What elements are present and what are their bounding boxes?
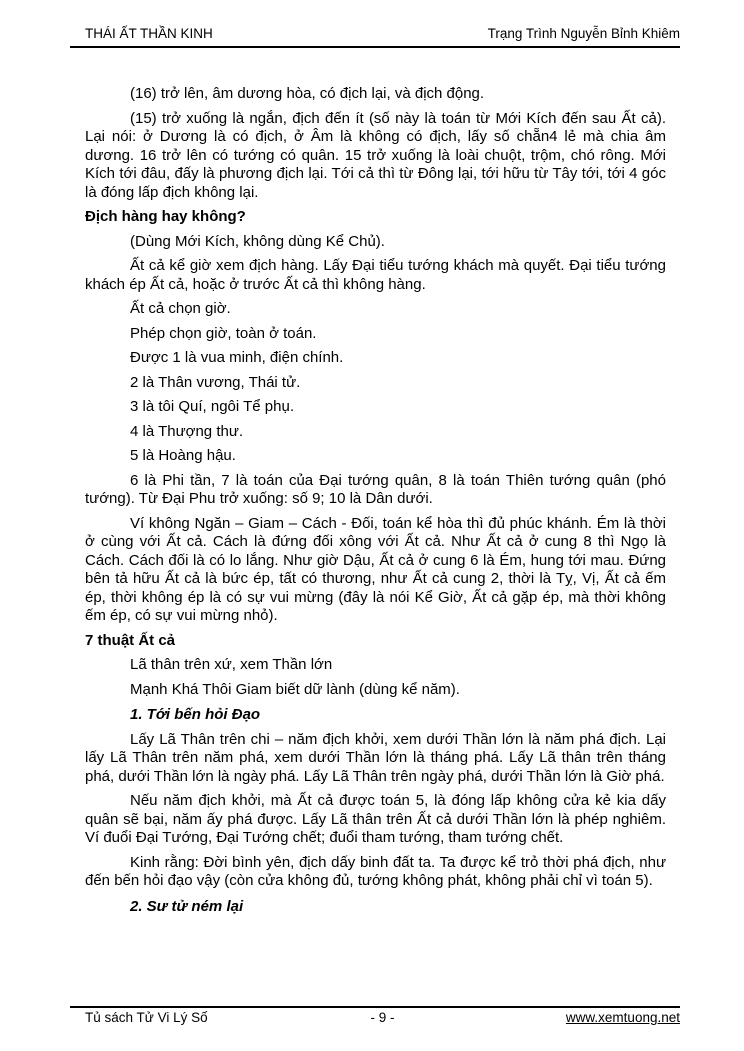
section-heading: Địch hàng hay không? <box>85 208 246 225</box>
header-book-title: THÁI ẤT THẦN KINH <box>85 26 213 41</box>
paragraph: Ví không Ngăn – Giam – Cách - Đối, toán kể hòa thì đủ phúc khánh. Ém là thời ở cùng với Ất cả. Cách là đứng đối xông với Ất cả. Như Ất cả ở cung 8 thì Ngọ là Cách. Cách đối là có lo lắng. Như giờ Dậu, Ất cả ở cung 6 là Ém, hung tới mau. Đứng bên tả hữu Ất cả là bức ép, tất có thương, như Ất cả cung 2, thời là Tỵ, Vị, Ất cả ếm ép, thời không ép là có sự vui mừng (đây là nói Kể Giờ, Ất cả gặp ép, mà thời không ếm ép, có sự vui mừng nhỏ). <box>85 514 666 624</box>
footer-series-title: Tủ sách Tử Vi Lý Số <box>85 1010 208 1025</box>
section-heading: 2. Sư tử ném lại <box>130 897 244 915</box>
paragraph: 3 là tôi Quí, ngôi Tể phụ. <box>130 398 294 415</box>
paragraph: Ất cả chọn giờ. <box>130 300 231 317</box>
header-rule <box>70 46 680 48</box>
paragraph: Kinh rằng: Đời bình yên, địch dấy binh đất ta. Ta được kể trỏ thời phá địch, như đến bến hỏi đạo vậy (còn cửa không đủ, tướng không phát, không phải chỉ vì toán 5). <box>85 853 666 889</box>
header-author: Trạng Trình Nguyễn Bỉnh Khiêm <box>487 26 680 41</box>
paragraph: Lã thân trên xứ, xem Thần lớn <box>130 656 333 673</box>
paragraph: Được 1 là vua minh, điện chính. <box>130 349 344 366</box>
paragraph: Ất cả kể giờ xem địch hàng. Lấy Đại tiểu tướng khách mà quyết. Đại tiểu tướng khách ép Ất cả, hoặc ở trước Ất cả thì không hàng. <box>85 257 666 293</box>
page-footer <box>85 1010 680 1026</box>
page-body <box>85 85 666 922</box>
paragraph: 4 là Thượng thư. <box>130 422 244 440</box>
paragraph: Lấy Lã Thân trên chi – năm địch khởi, xem dưới Thần lớn là năm phá địch. Lại lấy Lã Thân trên năm phá, xem dưới Thần lớn là tháng phá. Lấy Lã thân trên tháng phá, dưới Thần lớn là ngày phá. Lấy Lã Thân trên ngày phá, dưới Thần lớn là Giờ phá. <box>85 730 666 785</box>
section-heading: 7 thuật Ất cả <box>85 631 176 649</box>
paragraph: (Dùng Mới Kích, không dùng Kể Chủ). <box>130 232 385 250</box>
paragraph: 6 là Phi tần, 7 là toán của Đại tướng quân, 8 là toán Thiên tướng quân (phó tướng). Từ Đại Phu trở xuống: số 9; 10 là Dân dưới. <box>85 471 666 507</box>
paragraph: Mạnh Khá Thôi Giam biết dữ lành (dùng kể năm). <box>130 680 460 698</box>
paragraph: 2 là Thân vương, Thái tử. <box>130 373 301 391</box>
footer-website-link[interactable]: www.xemtuong.net <box>565 1010 680 1025</box>
paragraph: (15) trở xuống là ngắn, địch đến ít (số này là toán từ Mới Kích đến sau Ất cả). Lại nói: ở Dương là có địch, ở Âm là không có địch, lấy số chẵn4 lẻ mà chia âm dương. 16 trở lên có tướng có quân. 15 trở xuống là loài chuột, trộm, chó rông. Mới Kích tới đâu, đấy là phương địch lại. Tới cả thì từ Đông lại, tới hữu từ Tây tới, tới 4 góc là đóng lấp địch không lại. <box>85 109 666 201</box>
footer-page-number: - 9 - <box>370 1010 395 1025</box>
paragraph: (16) trở lên, âm dương hòa, có địch lại, và địch động. <box>130 85 485 102</box>
footer-rule <box>70 1006 680 1008</box>
paragraph: 5 là Hoàng hậu. <box>130 447 236 464</box>
page-header <box>85 26 680 42</box>
section-heading: 1. Tới bến hỏi Đạo <box>130 706 261 723</box>
paragraph: Phép chọn giờ, toàn ở toán. <box>130 324 317 342</box>
paragraph: Nếu năm địch khởi, mà Ất cả được toán 5, là đóng lấp không cửa kẻ kia dấy quân sẽ bại, năm ấy phá được. Lấy Lã thân trên Ất cả dưới Thần lớn là phép nghiêm. Ví đuổi Đại Tướng, Đại Tướng chết; đuổi tham tướng, tham tướng chết. <box>85 792 666 846</box>
